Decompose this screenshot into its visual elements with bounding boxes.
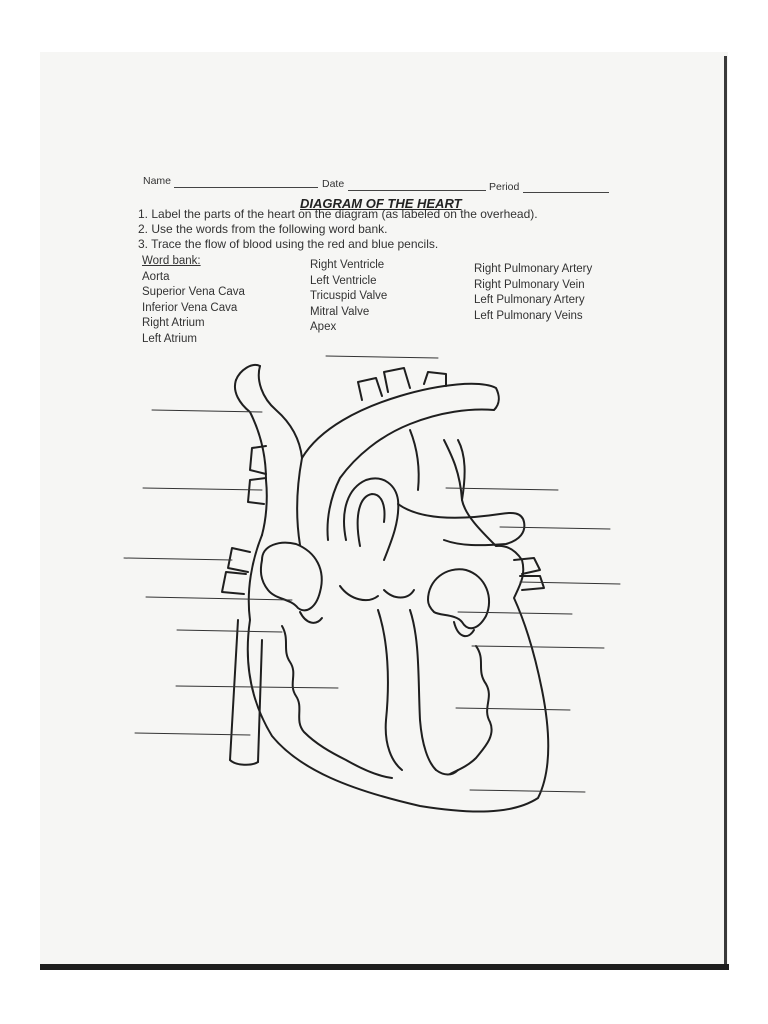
label-blank — [500, 527, 610, 529]
label-blank — [520, 582, 620, 584]
label-blank — [472, 646, 604, 648]
label-blank — [177, 630, 282, 632]
pulmonary-vein-stub — [248, 478, 266, 504]
pulmonary-vein-stub — [222, 572, 246, 594]
left-atrium — [428, 569, 489, 628]
label-blank — [143, 488, 262, 490]
word-bank-item: Right Atrium — [142, 317, 205, 329]
word-bank-item: Inferior Vena Cava — [142, 301, 238, 314]
word-bank-item: Right Ventricle — [310, 259, 385, 271]
valve-cusp — [384, 590, 414, 598]
period-label: Period — [489, 181, 520, 193]
word-bank-heading: Word bank: — [142, 255, 201, 267]
aortic-branch — [384, 368, 410, 392]
label-blank — [470, 790, 585, 792]
interventricular-septum — [410, 610, 436, 770]
superior-vena-cava-top — [236, 365, 260, 380]
right-ventricle-wall — [282, 626, 392, 778]
word-bank-item: Apex — [310, 321, 337, 333]
interventricular-septum — [378, 610, 402, 770]
aortic-arch-inner — [297, 458, 302, 545]
tricuspid-valve — [300, 612, 322, 623]
left-pulmonary-artery — [410, 430, 419, 490]
word-bank-item: Aorta — [142, 270, 170, 283]
worksheet-title: DIAGRAM OF THE HEART — [300, 196, 462, 211]
word-bank-item: Superior Vena Cava — [142, 286, 245, 298]
label-blank — [176, 686, 338, 688]
instruction-3: 3. Trace the flow of blood using the red and blue pencils. — [138, 237, 439, 251]
label-blank — [146, 597, 292, 600]
label-blank — [135, 733, 250, 735]
pulmonary-trunk — [344, 478, 398, 560]
label-blank — [152, 410, 262, 412]
word-bank-item: Right Pulmonary Artery — [474, 263, 593, 275]
label-blank — [458, 612, 572, 614]
aortic-branch — [424, 372, 446, 386]
left-pulmonary-artery — [398, 504, 524, 545]
label-blank — [124, 558, 232, 560]
word-bank-item: Left Pulmonary Artery — [474, 294, 585, 306]
word-bank-item: Mitral Valve — [310, 305, 370, 318]
left-ventricle-wall — [450, 646, 492, 774]
word-bank-item: Left Atrium — [142, 332, 197, 345]
inferior-vena-cava-end — [230, 760, 258, 765]
inferior-vena-cava — [258, 640, 262, 762]
label-blank — [456, 708, 570, 710]
superior-vena-cava — [259, 366, 302, 458]
word-bank-item: Left Pulmonary Veins — [474, 309, 583, 322]
instruction-2: 2. Use the words from the following word bank. — [138, 222, 388, 236]
pulmonary-vein-stub — [514, 558, 540, 574]
arch-right-wall — [444, 440, 462, 500]
pulmonary-trunk-inner — [358, 494, 385, 546]
instruction-1: 1. Label the parts of the heart on the diagram (as labeled on the overhead). — [138, 207, 538, 221]
name-label: Name — [143, 175, 172, 187]
word-bank-item: Tricuspid Valve — [310, 290, 388, 302]
inferior-vena-cava — [230, 620, 238, 760]
date-label: Date — [322, 178, 345, 190]
label-blank — [326, 356, 438, 358]
word-bank-item: Left Ventricle — [310, 274, 377, 287]
aortic-branch — [358, 378, 382, 400]
pulmonary-vein-stub — [520, 576, 544, 590]
valve-cusp — [340, 586, 378, 600]
word-bank-item: Right Pulmonary Vein — [474, 278, 585, 291]
